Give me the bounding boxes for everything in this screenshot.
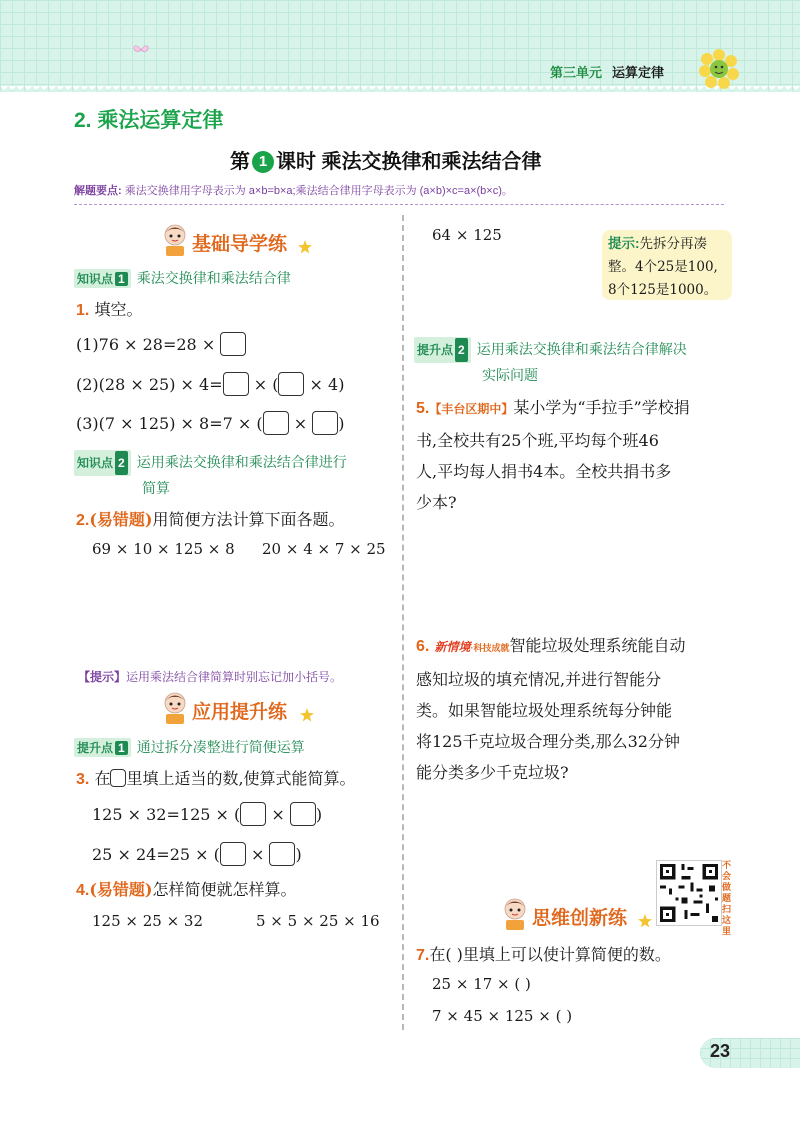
unit-label: 第三单元 xyxy=(550,65,603,80)
error-prone-tag: (易错题) xyxy=(89,510,153,529)
kp-tag-label: 提升点 xyxy=(417,343,454,357)
unit-topic: 运算定律 xyxy=(612,65,665,80)
section-title: 2. 乘法运算定律 xyxy=(74,109,224,132)
new-scenario-label: 新情境 xyxy=(434,640,471,654)
question-3 xyxy=(76,766,356,789)
kp-tag-label: 知识点 xyxy=(77,456,114,470)
kid-reading-icon xyxy=(160,692,190,726)
q2-expr-1: 69 × 10 × 125 × 8 xyxy=(92,540,235,558)
q3-expr-post: ) xyxy=(315,805,323,824)
key-points-text: 乘法交换律用字母表示为 a×b=b×a;乘法结合律用字母表示为 (a×b)×c=a×(b×c)。 xyxy=(124,185,513,197)
q1-item-1 xyxy=(76,332,246,356)
key-points-label: 解题要点: xyxy=(74,185,122,197)
header-edge xyxy=(0,86,800,94)
q6-line1: 智能垃圾处理系统能自动 xyxy=(509,636,686,655)
hint-tip-line3: 8个125是1000。 xyxy=(608,282,718,298)
page-header xyxy=(0,0,800,92)
kp-tag-num: 2 xyxy=(115,451,128,475)
knowledge-point-2 xyxy=(74,450,347,500)
kp-tag-num: 2 xyxy=(455,338,468,362)
kp-tag-num: 1 xyxy=(115,741,128,755)
question-5 xyxy=(416,392,690,518)
kp-text: 通过拆分凑整进行简便运算 xyxy=(136,739,305,755)
q7-expr-1: 25 × 17 × ( ) xyxy=(432,975,531,993)
page-number: 23 xyxy=(710,1041,731,1061)
q1-item-expr: (2)(28 × 25) × 4= xyxy=(76,375,223,394)
banner-creative-practice xyxy=(500,898,660,932)
hint-tip-box xyxy=(602,230,732,300)
q1-item-expr: (1)76 × 28=28 × xyxy=(76,335,216,354)
question-7 xyxy=(416,942,671,965)
banner-text xyxy=(192,229,287,256)
answer-box[interactable] xyxy=(263,411,289,435)
q5-line3: 人,平均每人捐书4本。全校共捐书多 xyxy=(416,462,672,481)
q3-expr-mid: × xyxy=(271,805,285,824)
kp-tag-num: 1 xyxy=(115,272,128,286)
q6-line2: 感知垃圾的填充情况,并进行智能分 xyxy=(416,670,662,689)
lesson-title xyxy=(230,145,542,174)
q5-line2: 书,全校共有25个班,平均每个班46 xyxy=(416,431,659,450)
banner-basic-practice xyxy=(160,224,320,258)
small-box-icon xyxy=(110,769,126,787)
question-number: 4. xyxy=(76,882,90,899)
question-number: 1. xyxy=(76,302,90,319)
question-number: 5. xyxy=(416,400,430,417)
q6-line4: 将125千克垃圾合理分类,那么32分钟 xyxy=(416,732,680,751)
column-divider xyxy=(402,215,404,1030)
star-icon xyxy=(638,914,652,928)
page-number-tab xyxy=(700,1038,800,1068)
kp-text-2: 实际问题 xyxy=(482,367,538,383)
question-number: 2. xyxy=(76,512,90,529)
kp-tag xyxy=(74,738,131,757)
q1-item-post: ) xyxy=(338,414,345,433)
question-text: 用简便方法计算下面各题。 xyxy=(152,510,345,529)
q3-expr-2 xyxy=(92,842,302,866)
hint-tip-label: 提示: xyxy=(608,236,640,251)
q3-expr-mid: × xyxy=(250,845,265,864)
question-text-a: 在 xyxy=(94,769,111,788)
q1-item-mid: × xyxy=(293,414,308,433)
question-4 xyxy=(76,877,297,900)
lesson-number: 1 xyxy=(252,151,274,173)
answer-box[interactable] xyxy=(290,802,316,826)
hint-tip-line2: 整。4个25是100, xyxy=(608,259,718,275)
q6-line3: 类。如果智能垃圾处理系统每分钟能 xyxy=(416,701,673,720)
question-6 xyxy=(416,630,685,788)
banner-text-b: 导学练 xyxy=(230,234,288,255)
source-tag: 【丰台区期中】 xyxy=(429,402,514,416)
q5-line1: 某小学为“手拉手”学校捐 xyxy=(513,398,690,417)
answer-box[interactable] xyxy=(240,802,266,826)
banner-text-a: 基础 xyxy=(192,234,231,255)
continued-expr: 64 × 125 xyxy=(432,226,502,244)
q6-line5: 能分类多少千克垃圾? xyxy=(416,763,569,782)
question-text-b: 里填上适当的数,使算式能简算。 xyxy=(126,769,356,788)
question-2 xyxy=(76,507,345,530)
kp-text: 运用乘法交换律和乘法结合律解决 xyxy=(476,341,687,357)
question-text: 怎样简便就怎样算。 xyxy=(152,880,297,899)
q4-expr-2: 5 × 5 × 25 × 16 xyxy=(256,912,380,930)
new-scenario-sub: ·科技成就 xyxy=(470,643,510,653)
hint-box xyxy=(78,668,342,685)
q5-line4: 少本? xyxy=(416,493,457,512)
question-number: 6. xyxy=(416,638,430,655)
answer-box[interactable] xyxy=(269,842,295,866)
banner-text xyxy=(532,903,627,930)
q1-item-2 xyxy=(76,372,344,396)
error-prone-tag: (易错题) xyxy=(89,880,153,899)
q1-item-expr: (3)(7 × 125) × 8=7 × ( xyxy=(76,414,263,433)
answer-box[interactable] xyxy=(278,372,304,396)
banner-text-b: 创新练 xyxy=(570,908,628,929)
answer-box[interactable] xyxy=(312,411,338,435)
answer-box[interactable] xyxy=(223,372,249,396)
new-scenario-tag xyxy=(434,632,509,664)
q1-item-mid: × ( xyxy=(253,375,279,394)
banner-text-a: 思维 xyxy=(532,908,571,929)
qr-code[interactable] xyxy=(656,860,722,926)
star-icon xyxy=(300,708,314,722)
kid-reading-icon xyxy=(160,224,190,258)
butterfly-icon xyxy=(132,44,150,56)
q3-expr-post: ) xyxy=(295,845,302,864)
banner-text-a: 应用 xyxy=(192,702,231,723)
star-icon xyxy=(298,240,312,254)
hint-text: 运用乘法结合律简算时别忘记加小括号。 xyxy=(126,670,343,684)
improvement-point-1 xyxy=(74,737,305,757)
q4-expr-1: 125 × 25 × 32 xyxy=(92,912,204,930)
question-text: 在( )里填上可以使计算简便的数。 xyxy=(429,945,671,964)
kp-tag xyxy=(414,337,471,363)
sunflower-icon xyxy=(696,46,742,92)
banner-applied-practice xyxy=(160,692,320,726)
banner-text xyxy=(192,697,287,724)
q1-item-3 xyxy=(76,411,344,435)
key-points-bar xyxy=(74,182,724,205)
question-number: 7. xyxy=(416,947,430,964)
question-1 xyxy=(76,297,142,320)
lesson-prefix: 第 xyxy=(230,151,250,173)
hint-label: 【提示】 xyxy=(78,670,127,684)
kp-tag-label: 知识点 xyxy=(77,272,114,286)
q2-expr-2: 20 × 4 × 7 × 25 xyxy=(262,540,386,558)
lesson-name: 课时 乘法交换律和乘法结合律 xyxy=(276,151,542,173)
kp-text: 乘法交换律和乘法结合律 xyxy=(136,270,291,286)
kp-tag xyxy=(74,450,131,476)
q7-expr-2: 7 × 45 × 125 × ( ) xyxy=(432,1007,573,1025)
q3-expr-pre: 125 × 32=125 × ( xyxy=(92,805,241,824)
q3-expr-pre: 25 × 24=25 × ( xyxy=(92,845,220,864)
hint-tip-line1: 先拆分再凑 xyxy=(639,236,707,252)
knowledge-point-1 xyxy=(74,268,291,288)
question-text: 填空。 xyxy=(94,300,143,319)
kid-reading-icon xyxy=(500,898,530,932)
kp-text-2: 简算 xyxy=(142,480,170,496)
unit-tag xyxy=(550,62,664,84)
scan-hint: 不会做题扫这里 xyxy=(722,860,732,936)
improvement-point-2 xyxy=(414,337,687,387)
q1-item-post: × 4) xyxy=(309,375,345,394)
answer-box[interactable] xyxy=(220,842,246,866)
question-number: 3. xyxy=(76,771,90,788)
q3-expr-1 xyxy=(92,802,322,826)
answer-box[interactable] xyxy=(220,332,246,356)
kp-tag xyxy=(74,269,131,288)
kp-tag-label: 提升点 xyxy=(77,741,114,755)
banner-text-b: 提升练 xyxy=(230,702,288,723)
kp-text: 运用乘法交换律和乘法结合律进行 xyxy=(136,454,347,470)
